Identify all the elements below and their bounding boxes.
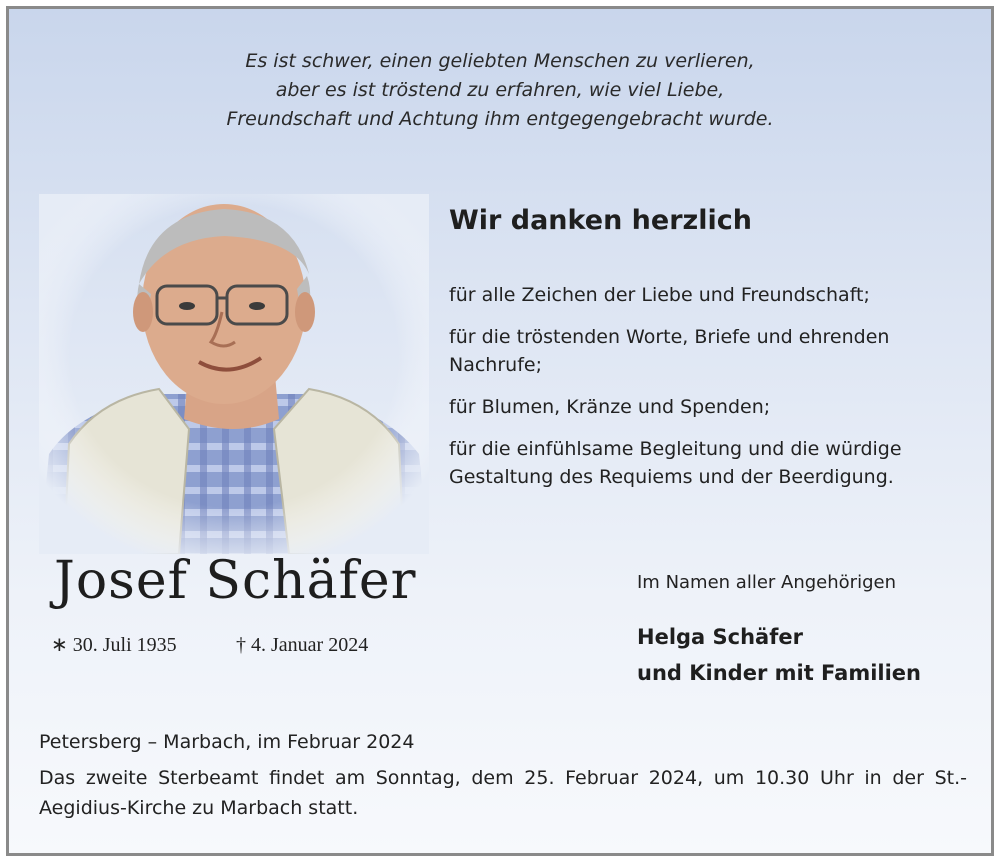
signatories	[637, 619, 921, 691]
quote-line: Es ist schwer, einen geliebten Menschen zu verlieren,	[245, 50, 755, 72]
place-date: Petersberg – Marbach, im Februar 2024	[39, 731, 415, 753]
deceased-name: Josef Schäfer	[54, 551, 417, 611]
signatory-name: Helga Schäfer	[637, 625, 803, 649]
life-dates	[51, 632, 368, 657]
thanks-item: für alle Zeichen der Liebe und Freundschaft;	[449, 284, 870, 306]
quote-line: aber es ist tröstend zu erfahren, wie viel Liebe,	[275, 79, 725, 101]
quote-line: Freundschaft und Achtung ihm entgegengebracht wurde.	[226, 108, 774, 130]
mass-notice: Das zweite Sterbeamt findet am Sonntag, dem 25. Februar 2024, um 10.30 Uhr in der St.-Aegidius-Kirche zu Marbach statt.	[39, 767, 967, 819]
thanks-list	[449, 281, 969, 505]
portrait-photo	[39, 194, 429, 554]
signature-intro: Im Namen aller Angehörigen	[637, 572, 896, 593]
obituary-card	[6, 6, 994, 856]
thanks-item: für die tröstenden Worte, Briefe und ehrenden Nachrufe;	[449, 326, 890, 376]
signatory-family: und Kinder mit Familien	[637, 661, 921, 685]
death-date: † 4. Januar 2024	[236, 634, 369, 656]
memorial-quote	[9, 47, 991, 134]
thanks-item: für Blumen, Kränze und Spenden;	[449, 396, 771, 418]
thanks-heading: Wir danken herzlich	[449, 205, 752, 236]
birth-date: ∗ 30. Juli 1935	[51, 634, 177, 656]
thanks-item: für die einfühlsame Begleitung und die würdige Gestaltung des Requiems und der Beerdigung.	[449, 438, 902, 488]
